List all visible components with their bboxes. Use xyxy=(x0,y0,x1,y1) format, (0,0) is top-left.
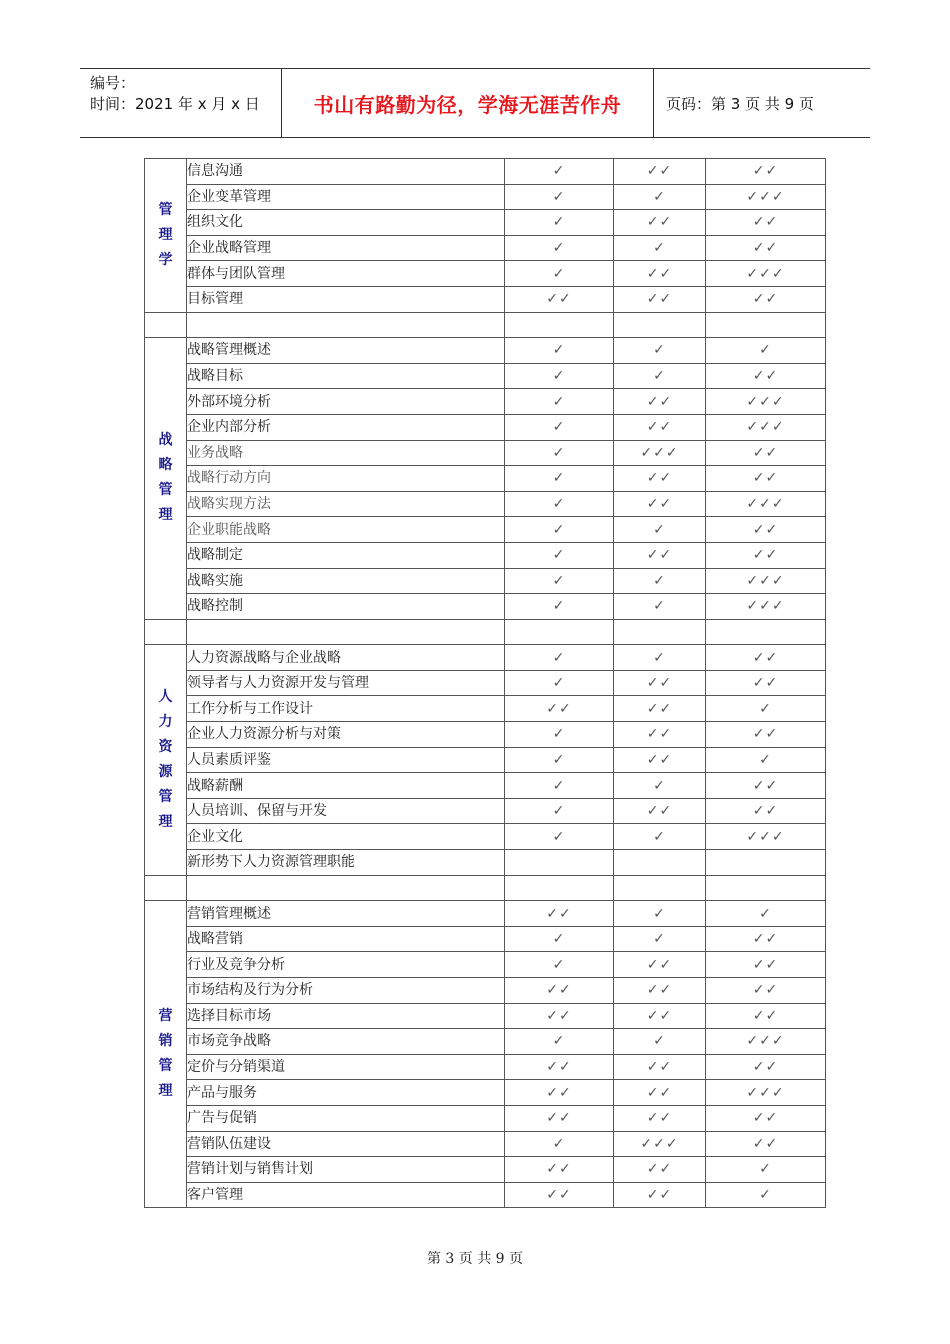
check-mark-cell: ✓✓ xyxy=(505,1105,614,1131)
table-row xyxy=(145,159,826,185)
topic-label: 人员培训、保留与开发 xyxy=(187,798,505,824)
empty-cell xyxy=(145,312,187,338)
topic-label: 战略实施 xyxy=(187,568,505,594)
check-mark-cell: ✓ xyxy=(706,747,826,773)
check-mark-cell: ✓✓ xyxy=(706,210,826,236)
check-mark-cell: ✓ xyxy=(505,466,614,492)
check-mark-cell: ✓✓ xyxy=(706,1003,826,1029)
check-mark-cell: ✓✓ xyxy=(614,1003,706,1029)
topic-label: 战略控制 xyxy=(187,594,505,620)
check-mark-cell: ✓ xyxy=(505,722,614,748)
empty-cell xyxy=(706,875,826,901)
empty-cell xyxy=(706,312,826,338)
check-mark-cell: ✓✓ xyxy=(614,210,706,236)
curriculum-table-body xyxy=(145,159,826,1208)
check-mark-cell: ✓ xyxy=(505,184,614,210)
table-row xyxy=(145,1157,826,1183)
section-category-label: 人力资源管理 xyxy=(158,688,173,830)
table-row xyxy=(145,1054,826,1080)
check-mark-cell: ✓✓ xyxy=(706,952,826,978)
check-mark-cell: ✓ xyxy=(706,338,826,364)
check-mark-cell: ✓ xyxy=(614,363,706,389)
check-mark-cell: ✓✓ xyxy=(706,517,826,543)
table-row xyxy=(145,210,826,236)
topic-label: 人力资源战略与企业战略 xyxy=(187,645,505,671)
check-mark-cell: ✓ xyxy=(505,773,614,799)
check-mark-cell: ✓✓ xyxy=(505,1054,614,1080)
check-mark-cell: ✓ xyxy=(505,261,614,287)
topic-label: 战略营销 xyxy=(187,926,505,952)
check-mark-cell: ✓ xyxy=(505,210,614,236)
check-mark-cell: ✓ xyxy=(505,824,614,850)
check-mark-cell: ✓✓ xyxy=(614,1080,706,1106)
topic-label: 行业及竞争分析 xyxy=(187,952,505,978)
table-row xyxy=(145,1003,826,1029)
check-mark-cell: ✓✓ xyxy=(614,286,706,312)
check-mark-cell: ✓ xyxy=(614,338,706,364)
table-row xyxy=(145,1105,826,1131)
section-category-label: 管理学 xyxy=(158,201,173,268)
topic-label: 目标管理 xyxy=(187,286,505,312)
empty-cell xyxy=(187,875,505,901)
table-row xyxy=(145,491,826,517)
header-page-info: 页码：第 3 页 共 9 页 xyxy=(666,94,814,113)
topic-label: 营销队伍建设 xyxy=(187,1131,505,1157)
table-row xyxy=(145,798,826,824)
table-row xyxy=(145,594,826,620)
table-row xyxy=(145,517,826,543)
check-mark-cell: ✓ xyxy=(505,645,614,671)
table-row xyxy=(145,901,826,927)
check-mark-cell: ✓✓ xyxy=(614,1105,706,1131)
section-category-label: 营销管理 xyxy=(158,1008,173,1100)
empty-cell xyxy=(505,312,614,338)
table-row xyxy=(145,286,826,312)
check-mark-cell: ✓ xyxy=(505,389,614,415)
topic-label: 战略管理概述 xyxy=(187,338,505,364)
check-mark-cell: ✓✓ xyxy=(614,747,706,773)
check-mark-cell: ✓ xyxy=(505,594,614,620)
check-mark-cell: ✓ xyxy=(505,1131,614,1157)
check-mark-cell: ✓ xyxy=(614,517,706,543)
check-mark-cell: ✓ xyxy=(505,159,614,185)
topic-label: 选择目标市场 xyxy=(187,1003,505,1029)
empty-cell xyxy=(187,619,505,645)
check-mark-cell: ✓✓ xyxy=(706,1105,826,1131)
topic-label: 定价与分销渠道 xyxy=(187,1054,505,1080)
check-mark-cell: ✓ xyxy=(505,798,614,824)
check-mark-cell: ✓✓ xyxy=(614,159,706,185)
empty-cell xyxy=(706,619,826,645)
check-mark-cell: ✓ xyxy=(505,670,614,696)
check-mark-cell: ✓ xyxy=(505,568,614,594)
check-mark-cell: ✓ xyxy=(614,594,706,620)
check-mark-cell: ✓✓ xyxy=(614,1157,706,1183)
curriculum-table xyxy=(144,158,826,1208)
topic-label: 市场结构及行为分析 xyxy=(187,978,505,1004)
check-mark-cell: ✓✓ xyxy=(614,466,706,492)
header-number-label: 编号： xyxy=(90,74,136,92)
table-row xyxy=(145,722,826,748)
check-mark-cell: ✓ xyxy=(505,1029,614,1055)
check-mark-cell: ✓✓✓ xyxy=(706,594,826,620)
table-row xyxy=(145,1182,826,1208)
empty-cell xyxy=(145,875,187,901)
check-mark-cell: ✓✓ xyxy=(614,696,706,722)
table-row xyxy=(145,1080,826,1106)
table-row xyxy=(145,184,826,210)
table-row xyxy=(145,926,826,952)
check-mark-cell: ✓✓ xyxy=(614,389,706,415)
table-row xyxy=(145,235,826,261)
check-mark-cell: ✓ xyxy=(614,568,706,594)
topic-label: 群体与团队管理 xyxy=(187,261,505,287)
check-mark-cell: ✓✓✓ xyxy=(706,568,826,594)
check-mark-cell: ✓✓✓ xyxy=(706,389,826,415)
check-mark-cell xyxy=(614,850,706,876)
topic-label: 企业战略管理 xyxy=(187,235,505,261)
check-mark-cell: ✓✓ xyxy=(505,696,614,722)
topic-label: 业务战略 xyxy=(187,440,505,466)
check-mark-cell: ✓ xyxy=(505,952,614,978)
check-mark-cell: ✓ xyxy=(706,1182,826,1208)
check-mark-cell: ✓ xyxy=(614,773,706,799)
topic-label: 企业变革管理 xyxy=(187,184,505,210)
topic-label: 领导者与人力资源开发与管理 xyxy=(187,670,505,696)
check-mark-cell: ✓✓ xyxy=(505,1157,614,1183)
check-mark-cell: ✓✓ xyxy=(706,645,826,671)
topic-label: 信息沟通 xyxy=(187,159,505,185)
topic-label: 产品与服务 xyxy=(187,1080,505,1106)
check-mark-cell: ✓✓ xyxy=(614,542,706,568)
page-header xyxy=(80,68,870,138)
check-mark-cell: ✓✓ xyxy=(706,978,826,1004)
check-mark-cell: ✓✓ xyxy=(614,491,706,517)
topic-label: 客户管理 xyxy=(187,1182,505,1208)
check-mark-cell: ✓ xyxy=(505,517,614,543)
check-mark-cell: ✓✓ xyxy=(706,722,826,748)
topic-label: 战略行动方向 xyxy=(187,466,505,492)
check-mark-cell: ✓✓✓ xyxy=(706,414,826,440)
header-date-label: 时间：2021 年 x 月 x 日 xyxy=(90,95,260,113)
topic-label: 广告与促销 xyxy=(187,1105,505,1131)
check-mark-cell: ✓✓ xyxy=(706,159,826,185)
check-mark-cell: ✓✓ xyxy=(706,363,826,389)
check-mark-cell xyxy=(706,850,826,876)
table-row xyxy=(145,824,826,850)
check-mark-cell: ✓✓ xyxy=(706,1131,826,1157)
check-mark-cell: ✓ xyxy=(614,926,706,952)
topic-label: 战略薪酬 xyxy=(187,773,505,799)
check-mark-cell: ✓✓ xyxy=(706,670,826,696)
empty-cell xyxy=(614,619,706,645)
check-mark-cell: ✓ xyxy=(505,440,614,466)
topic-label: 外部环境分析 xyxy=(187,389,505,415)
check-mark-cell: ✓✓ xyxy=(706,286,826,312)
check-mark-cell: ✓ xyxy=(505,926,614,952)
check-mark-cell: ✓ xyxy=(706,901,826,927)
check-mark-cell: ✓✓✓ xyxy=(706,1029,826,1055)
topic-label: 战略制定 xyxy=(187,542,505,568)
topic-label: 组织文化 xyxy=(187,210,505,236)
check-mark-cell: ✓✓ xyxy=(614,798,706,824)
check-mark-cell: ✓✓ xyxy=(505,1182,614,1208)
table-row xyxy=(145,466,826,492)
table-row xyxy=(145,389,826,415)
check-mark-cell: ✓✓✓ xyxy=(706,824,826,850)
check-mark-cell: ✓✓ xyxy=(505,1080,614,1106)
empty-cell xyxy=(614,312,706,338)
check-mark-cell: ✓✓ xyxy=(614,1054,706,1080)
check-mark-cell: ✓ xyxy=(706,1157,826,1183)
topic-label: 企业人力资源分析与对策 xyxy=(187,722,505,748)
check-mark-cell: ✓✓ xyxy=(505,286,614,312)
topic-label: 企业内部分析 xyxy=(187,414,505,440)
table-row xyxy=(145,850,826,876)
topic-label: 新形势下人力资源管理职能 xyxy=(187,850,505,876)
section-category-label: 战略管理 xyxy=(158,432,173,524)
check-mark-cell: ✓✓ xyxy=(706,466,826,492)
table-row xyxy=(145,645,826,671)
check-mark-cell: ✓✓ xyxy=(706,926,826,952)
topic-label: 企业职能战略 xyxy=(187,517,505,543)
topic-label: 企业文化 xyxy=(187,824,505,850)
check-mark-cell: ✓✓ xyxy=(706,235,826,261)
check-mark-cell: ✓ xyxy=(505,414,614,440)
check-mark-cell: ✓ xyxy=(505,491,614,517)
table-row xyxy=(145,261,826,287)
check-mark-cell: ✓✓✓ xyxy=(706,184,826,210)
table-row xyxy=(145,1131,826,1157)
empty-cell xyxy=(614,875,706,901)
table-row xyxy=(145,773,826,799)
table-row xyxy=(145,363,826,389)
check-mark-cell xyxy=(505,850,614,876)
topic-label: 营销计划与销售计划 xyxy=(187,1157,505,1183)
check-mark-cell: ✓✓ xyxy=(614,952,706,978)
check-mark-cell: ✓✓ xyxy=(614,414,706,440)
section-category xyxy=(145,645,187,875)
check-mark-cell: ✓✓ xyxy=(505,1003,614,1029)
check-mark-cell: ✓✓ xyxy=(706,440,826,466)
check-mark-cell: ✓ xyxy=(505,747,614,773)
check-mark-cell: ✓✓ xyxy=(706,798,826,824)
check-mark-cell: ✓ xyxy=(505,363,614,389)
table-row xyxy=(145,542,826,568)
table-row xyxy=(145,696,826,722)
check-mark-cell: ✓✓ xyxy=(614,670,706,696)
check-mark-cell: ✓✓ xyxy=(706,1054,826,1080)
check-mark-cell: ✓ xyxy=(614,235,706,261)
check-mark-cell: ✓ xyxy=(614,645,706,671)
check-mark-cell: ✓✓ xyxy=(706,773,826,799)
check-mark-cell: ✓ xyxy=(505,338,614,364)
topic-label: 人员素质评鉴 xyxy=(187,747,505,773)
check-mark-cell: ✓✓✓ xyxy=(706,1080,826,1106)
empty-cell xyxy=(145,619,187,645)
header-meta xyxy=(80,69,282,137)
table-row xyxy=(145,440,826,466)
check-mark-cell: ✓✓ xyxy=(614,978,706,1004)
table-row xyxy=(145,978,826,1004)
check-mark-cell: ✓ xyxy=(505,235,614,261)
table-row xyxy=(145,747,826,773)
check-mark-cell: ✓✓ xyxy=(706,542,826,568)
table-row xyxy=(145,952,826,978)
check-mark-cell: ✓ xyxy=(614,901,706,927)
section-category xyxy=(145,338,187,620)
header-motto: 书山有路勤为径，学海无涯苦作舟 xyxy=(282,69,654,137)
empty-cell xyxy=(187,312,505,338)
section-category xyxy=(145,159,187,313)
table-row xyxy=(145,568,826,594)
check-mark-cell: ✓✓✓ xyxy=(614,440,706,466)
topic-label: 工作分析与工作设计 xyxy=(187,696,505,722)
check-mark-cell: ✓✓ xyxy=(614,261,706,287)
table-row xyxy=(145,338,826,364)
topic-label: 战略实现方法 xyxy=(187,491,505,517)
page-footer: 第 3 页 共 9 页 xyxy=(426,1251,524,1267)
check-mark-cell: ✓ xyxy=(614,824,706,850)
check-mark-cell: ✓✓ xyxy=(505,901,614,927)
check-mark-cell: ✓✓ xyxy=(505,978,614,1004)
section-separator-row xyxy=(145,619,826,645)
check-mark-cell: ✓✓✓ xyxy=(706,261,826,287)
topic-label: 战略目标 xyxy=(187,363,505,389)
check-mark-cell: ✓ xyxy=(706,696,826,722)
check-mark-cell: ✓✓✓ xyxy=(706,491,826,517)
table-row xyxy=(145,414,826,440)
check-mark-cell: ✓✓ xyxy=(614,722,706,748)
topic-label: 营销管理概述 xyxy=(187,901,505,927)
check-mark-cell: ✓ xyxy=(614,1029,706,1055)
check-mark-cell: ✓ xyxy=(614,184,706,210)
empty-cell xyxy=(505,875,614,901)
section-category xyxy=(145,901,187,1208)
section-separator-row xyxy=(145,312,826,338)
table-row xyxy=(145,670,826,696)
check-mark-cell: ✓✓ xyxy=(614,1182,706,1208)
table-row xyxy=(145,1029,826,1055)
empty-cell xyxy=(505,619,614,645)
topic-label: 市场竞争战略 xyxy=(187,1029,505,1055)
check-mark-cell: ✓ xyxy=(505,542,614,568)
check-mark-cell: ✓✓✓ xyxy=(614,1131,706,1157)
section-separator-row xyxy=(145,875,826,901)
